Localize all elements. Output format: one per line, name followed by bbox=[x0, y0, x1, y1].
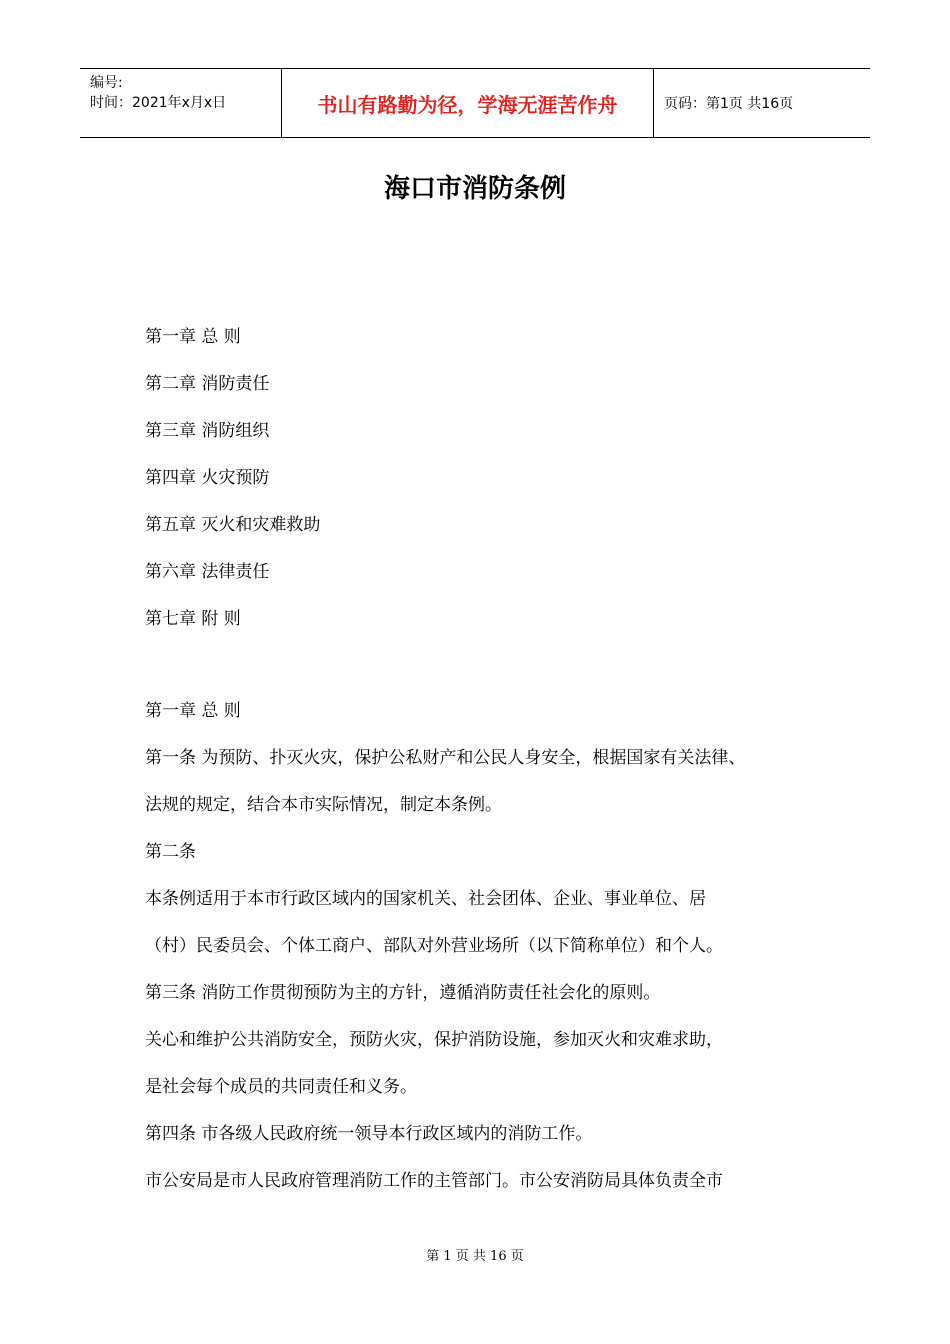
toc-item: 第四章 火灾预防 bbox=[145, 468, 270, 488]
time-label: 时间：2021年x月x日 bbox=[90, 95, 227, 111]
toc-item: 第五章 灭火和灾难救助 bbox=[145, 515, 321, 535]
body-line: 第四条 市各级人民政府统一领导本行政区域内的消防工作。 bbox=[145, 1124, 593, 1144]
body-line: 第二条 bbox=[145, 842, 196, 862]
page-footer: 第 1 页 共 16 页 bbox=[426, 1249, 524, 1264]
toc-item: 第七章 附 则 bbox=[145, 609, 241, 629]
number-label: 编号: bbox=[90, 75, 123, 91]
header-page-info: 页码：第1页 共16页 bbox=[664, 96, 794, 112]
toc-item: 第三章 消防组织 bbox=[145, 421, 270, 441]
document-header bbox=[80, 68, 870, 138]
toc-item: 第二章 消防责任 bbox=[145, 374, 270, 394]
toc-item: 第六章 法律责任 bbox=[145, 562, 270, 582]
table-of-contents bbox=[145, 320, 320, 649]
body-line: 市公安局是市人民政府管理消防工作的主管部门。市公安消防局具体负责全市 bbox=[145, 1171, 723, 1191]
body-line: 第一条 为预防、扑灭火灾，保护公私财产和公民人身安全，根据国家有关法律、 bbox=[145, 748, 746, 768]
body-line: 关心和维护公共消防安全，预防火灾，保护消防设施，参加灭火和灾难求助， bbox=[145, 1030, 723, 1050]
body-line: （村）民委员会、个体工商户、部队对外营业场所（以下简称单位）和个人。 bbox=[145, 936, 723, 956]
header-meta bbox=[80, 69, 282, 137]
body-line: 是社会每个成员的共同责任和义务。 bbox=[145, 1077, 417, 1097]
toc-item: 第一章 总 则 bbox=[145, 327, 241, 347]
document-body bbox=[145, 694, 825, 1211]
body-line: 第三条 消防工作贯彻预防为主的方针，遵循消防责任社会化的原则。 bbox=[145, 983, 661, 1003]
body-line: 法规的规定，结合本市实际情况，制定本条例。 bbox=[145, 795, 502, 815]
chapter-heading: 第一章 总 则 bbox=[145, 701, 241, 721]
header-motto: 书山有路勤为径，学海无涯苦作舟 bbox=[282, 69, 654, 137]
document-title: 海口市消防条例 bbox=[383, 174, 566, 204]
body-line: 本条例适用于本市行政区域内的国家机关、社会团体、企业、事业单位、居 bbox=[145, 889, 706, 909]
